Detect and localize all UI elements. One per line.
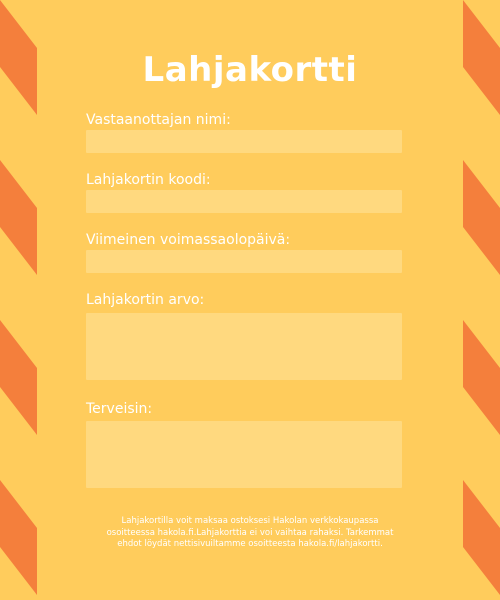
gift-card-code-label: Lahjakortin koodi: bbox=[86, 172, 211, 188]
terms-footer-text: Lahjakortilla voit maksaa ostoksesi Hakolan verkkokaupassa osoitteessa hakola.fi.Lahjakorttia ei voi vaihtaa rahaksi. Tarkemmat ehdot löydät nettisivuiltamme osoitteesta hakola.fi/lahjakortti. bbox=[106, 516, 394, 549]
expiry-date-label: Viimeinen voimassaolopäivä: bbox=[86, 232, 291, 248]
gift-card-value-label: Lahjakortin arvo: bbox=[86, 292, 205, 308]
expiry-date-field[interactable] bbox=[86, 250, 402, 273]
gift-card-value-field[interactable] bbox=[86, 313, 402, 380]
greetings-label: Terveisin: bbox=[86, 401, 153, 417]
card-title: Lahjakortti bbox=[142, 50, 358, 90]
greetings-field[interactable] bbox=[86, 421, 402, 488]
gift-card-code-field[interactable] bbox=[86, 190, 402, 213]
recipient-name-label: Vastaanottajan nimi: bbox=[86, 112, 231, 128]
recipient-name-field[interactable] bbox=[86, 130, 402, 153]
